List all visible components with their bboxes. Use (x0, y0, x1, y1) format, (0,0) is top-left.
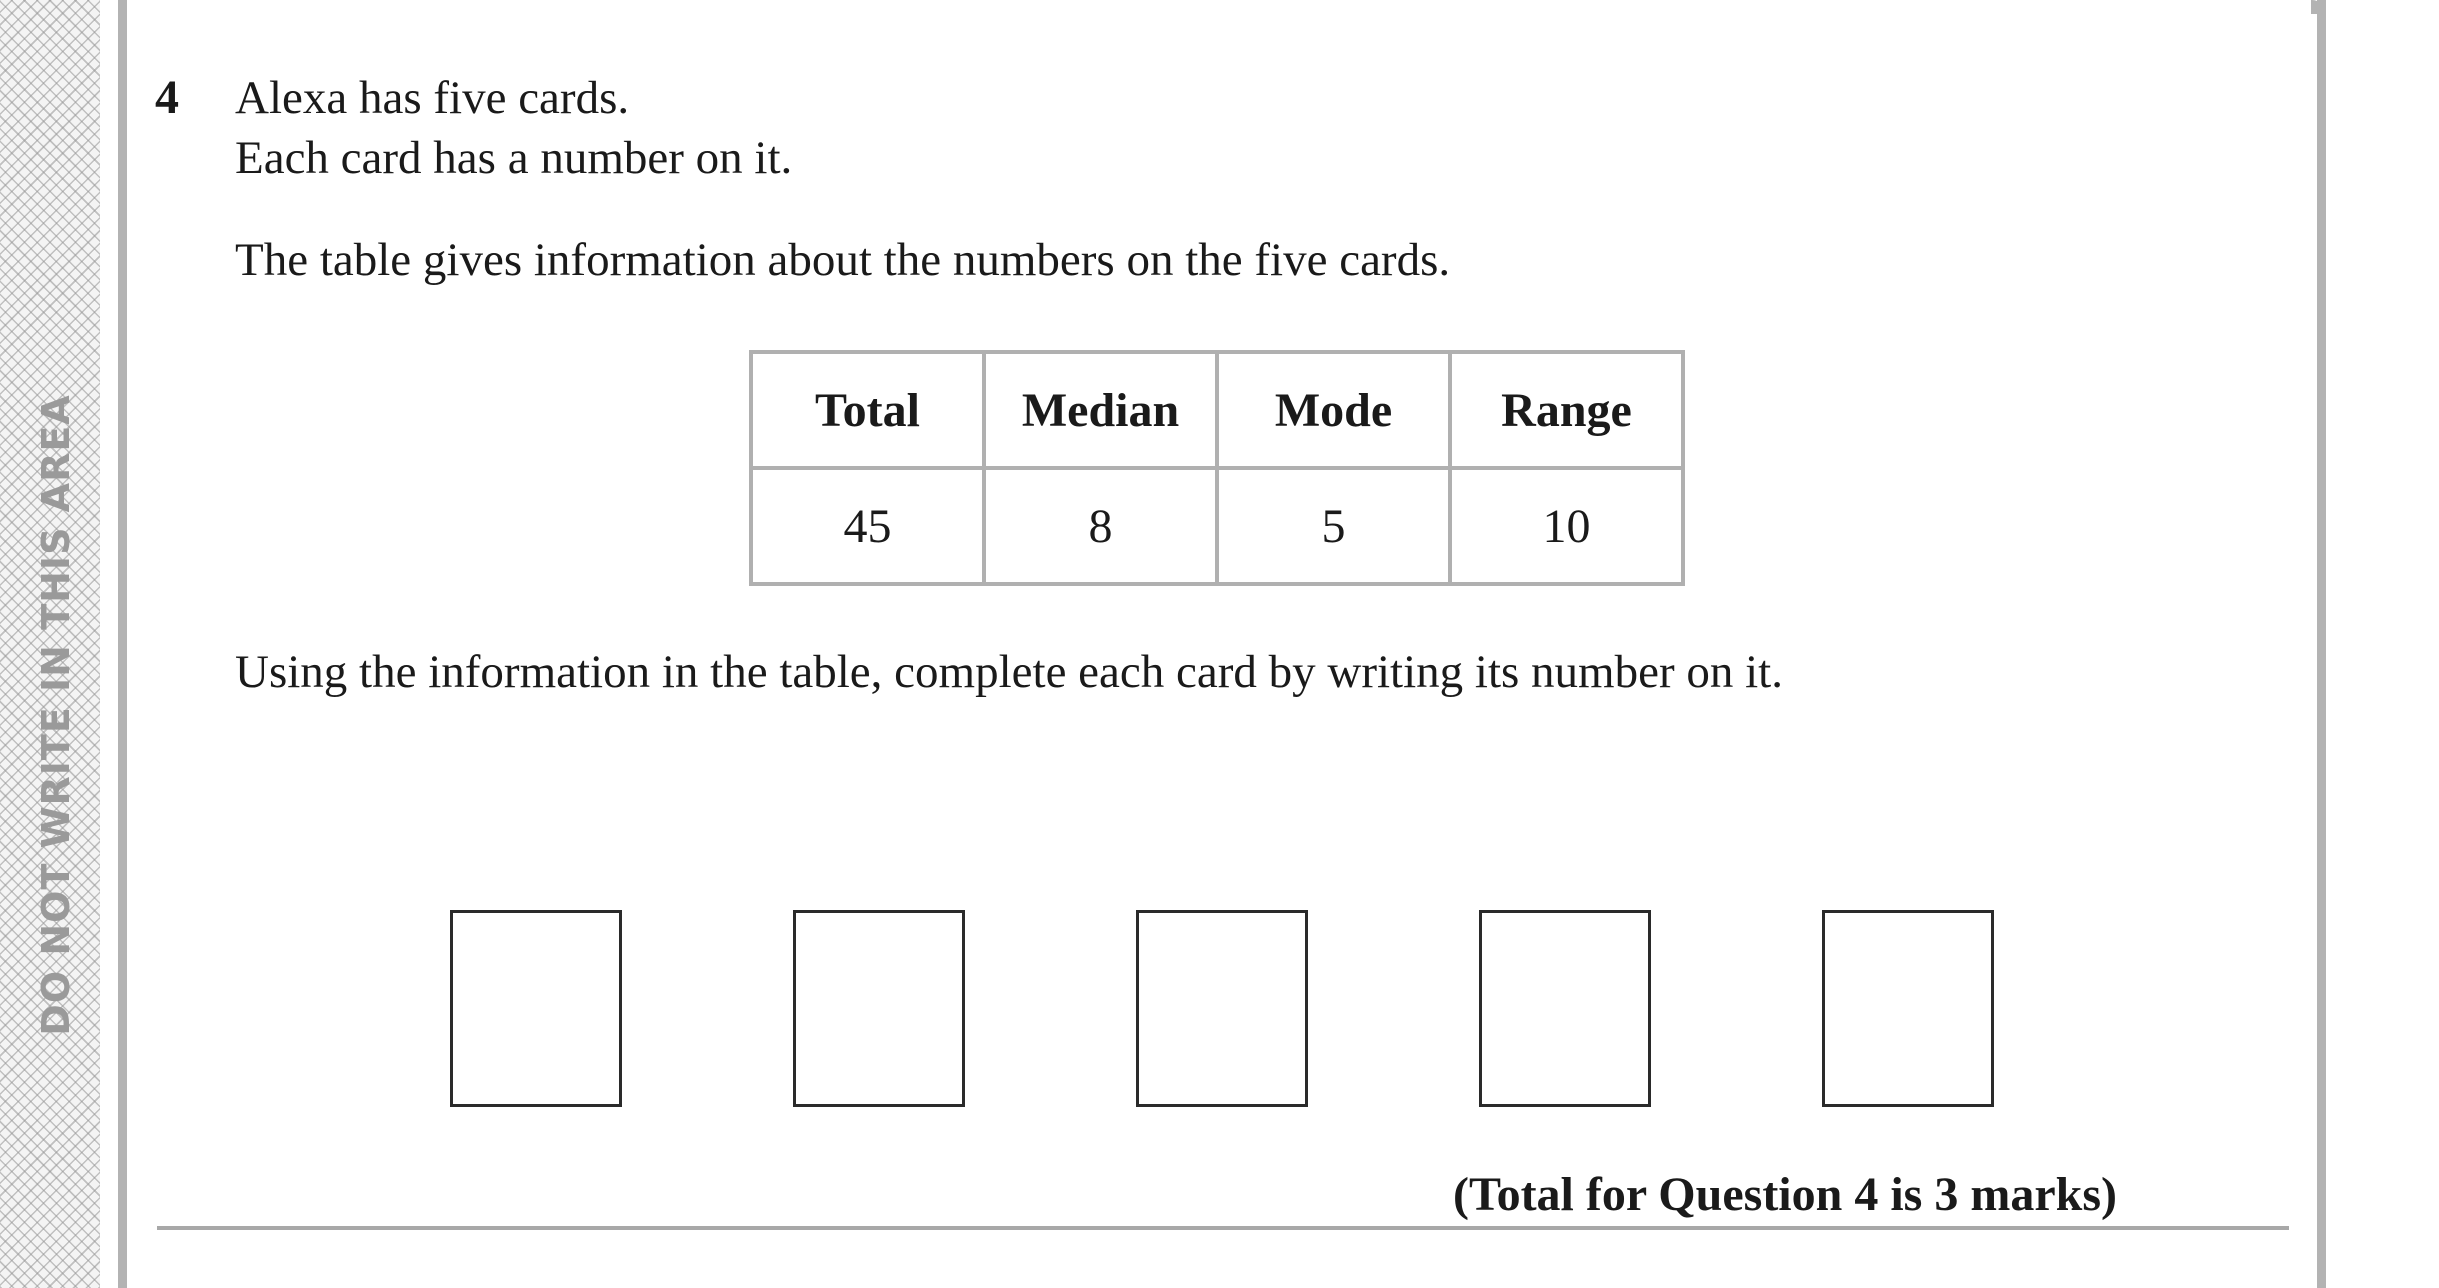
margin-warning-text: DO NOT WRITE IN THIS AREA (34, 394, 78, 1036)
value-total: 45 (751, 468, 984, 584)
answer-card-2[interactable] (793, 910, 965, 1107)
value-median: 8 (984, 468, 1217, 584)
question-line-1: Alexa has five cards. (235, 72, 630, 124)
question-line-2: Each card has a number on it. (235, 132, 793, 184)
answer-card-4[interactable] (1479, 910, 1651, 1107)
question-instruction: Using the information in the table, complete each card by writing its number on it. (235, 646, 1783, 698)
question-intro: The table gives information about the numbers on the five cards. (235, 234, 1451, 286)
page-border-right (2317, 0, 2326, 1288)
table-header-row (751, 352, 1683, 468)
answer-card-5[interactable] (1822, 910, 1994, 1107)
value-range: 10 (1450, 468, 1683, 584)
answer-card-1[interactable] (450, 910, 622, 1107)
answer-card-3[interactable] (1136, 910, 1308, 1107)
hatched-margin (0, 0, 100, 1288)
question-number: 4 (155, 71, 179, 124)
value-mode: 5 (1217, 468, 1450, 584)
table-row (751, 468, 1683, 584)
header-mode: Mode (1217, 352, 1450, 468)
bottom-divider (157, 1226, 2289, 1230)
total-marks: (Total for Question 4 is 3 marks) (1452, 1168, 2117, 1221)
page-border-left (118, 0, 127, 1288)
info-table (749, 350, 1685, 586)
header-range: Range (1450, 352, 1683, 468)
header-total: Total (751, 352, 984, 468)
header-median: Median (984, 352, 1217, 468)
